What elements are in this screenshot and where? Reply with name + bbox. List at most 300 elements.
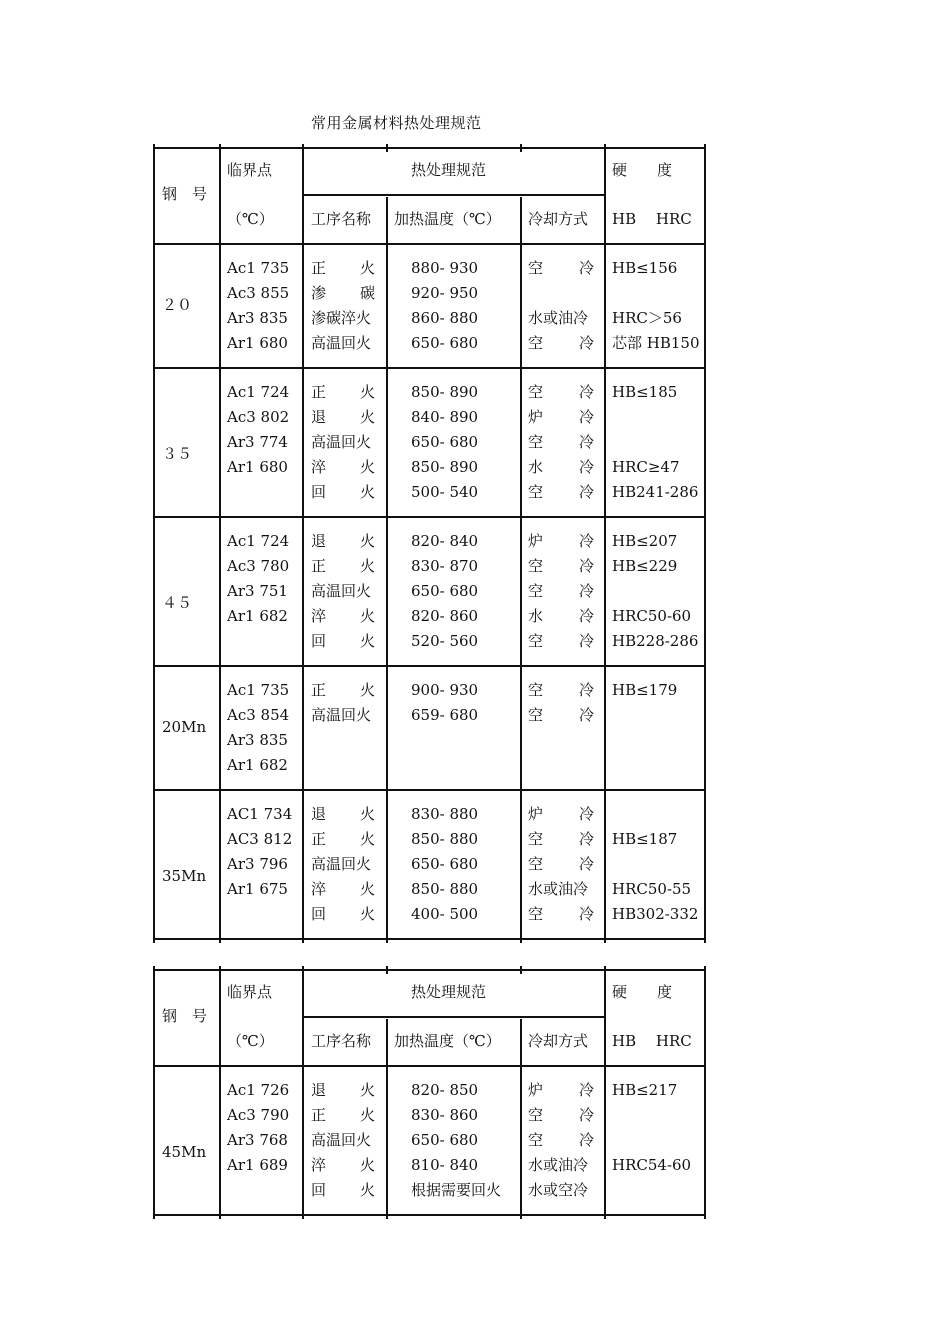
cooling-method xyxy=(528,830,594,848)
steel-grade: 45Mn xyxy=(162,1143,207,1161)
process-name-text xyxy=(311,805,375,823)
critical-point: Ac1 735 xyxy=(227,681,290,699)
critical-point: Ar3 796 xyxy=(227,855,288,873)
header-steel: 钢 号 xyxy=(162,185,208,203)
cooling-method-text xyxy=(528,334,594,352)
vertical-rule xyxy=(219,516,221,665)
cooling-method-text xyxy=(528,632,594,650)
vertical-rule xyxy=(302,1065,304,1214)
vertical-rule xyxy=(704,969,706,1065)
group-rule xyxy=(153,665,706,667)
cooling-method-text xyxy=(528,433,594,451)
heating-temperature: 400- 500 xyxy=(411,905,479,923)
process-name-text xyxy=(311,607,375,625)
char: 火 xyxy=(359,532,375,550)
header-temp: 加热温度（℃） xyxy=(394,1032,501,1050)
vertical-rule xyxy=(604,1065,606,1214)
char: 火 xyxy=(359,259,375,277)
process-name xyxy=(311,607,375,625)
vertical-rule xyxy=(386,197,388,243)
process-name-text xyxy=(311,1156,375,1174)
heating-temperature: 659- 680 xyxy=(411,706,479,724)
vertical-rule xyxy=(386,516,388,665)
process-name xyxy=(311,880,375,898)
cooling-method-text xyxy=(528,408,594,426)
critical-point: Ar1 675 xyxy=(227,880,288,898)
vertical-rule xyxy=(302,516,304,665)
heating-temperature: 650- 680 xyxy=(411,433,479,451)
char: 冷 xyxy=(578,681,594,699)
vertical-rule xyxy=(704,367,706,516)
header-critical: 临界点 xyxy=(227,983,273,1001)
hardness-value: HB≤229 xyxy=(612,557,678,575)
hardness-value: HB241-286 xyxy=(612,483,699,501)
char: 炉 xyxy=(528,805,544,823)
char: 正 xyxy=(311,681,327,699)
char: 火 xyxy=(359,905,375,923)
vertical-rule xyxy=(520,516,522,665)
process-name xyxy=(311,259,375,277)
vertical-rule xyxy=(302,367,304,516)
heat-treatment-table-2 xyxy=(153,969,706,1216)
char: 退 xyxy=(311,532,327,550)
rule-tick xyxy=(520,144,522,152)
heating-temperature: 850- 890 xyxy=(411,383,479,401)
heating-temperature: 820- 860 xyxy=(411,607,479,625)
char: 正 xyxy=(311,557,327,575)
process-name-text xyxy=(311,1081,375,1099)
heating-temperature: 830- 870 xyxy=(411,557,479,575)
char: 冷 xyxy=(578,557,594,575)
vertical-rule xyxy=(386,243,388,367)
char: 空 xyxy=(528,855,544,873)
process-name-text xyxy=(311,259,375,277)
cooling-method-text xyxy=(528,681,594,699)
char: 淬 xyxy=(311,1156,327,1174)
char: 空 xyxy=(528,582,544,600)
heating-temperature: 860- 880 xyxy=(411,309,479,327)
critical-point: Ar1 682 xyxy=(227,756,288,774)
process-name: 渗碳淬火 xyxy=(311,309,372,327)
char: 回 xyxy=(311,483,327,501)
hardness-value: 芯部 HB150 xyxy=(612,334,700,352)
cooling-method xyxy=(528,805,594,823)
heating-temperature: 根据需要回火 xyxy=(411,1181,502,1199)
vertical-rule xyxy=(604,969,606,1065)
heating-temperature: 520- 560 xyxy=(411,632,479,650)
char: 冷 xyxy=(578,458,594,476)
rule-tick xyxy=(153,1211,155,1219)
hardness-value: HB302-332 xyxy=(612,905,699,923)
cooling-method xyxy=(528,408,594,426)
cooling-method: 水或油冷 xyxy=(528,1156,589,1174)
cooling-method: 水或空冷 xyxy=(528,1181,589,1199)
process-name: 高温回火 xyxy=(311,855,372,873)
char: 火 xyxy=(359,681,375,699)
char: 冷 xyxy=(578,383,594,401)
process-name xyxy=(311,830,375,848)
rule-tick xyxy=(386,144,388,152)
vertical-rule xyxy=(219,367,221,516)
char: 火 xyxy=(359,607,375,625)
process-name-text xyxy=(311,557,375,575)
process-name: 高温回火 xyxy=(311,334,372,352)
vertical-rule xyxy=(520,367,522,516)
char: 淬 xyxy=(311,458,327,476)
steel-grade: 20Mn xyxy=(162,718,207,736)
vertical-rule xyxy=(153,243,155,367)
cooling-method-text xyxy=(528,805,594,823)
char: 空 xyxy=(528,1131,544,1149)
rule-tick xyxy=(704,935,706,943)
process-name: 高温回火 xyxy=(311,706,372,724)
rule-tick xyxy=(520,966,522,974)
header-hardness: 硬 度 xyxy=(612,983,673,1001)
header-cool: 冷却方式 xyxy=(528,1032,589,1050)
vertical-rule xyxy=(520,665,522,789)
char: 空 xyxy=(528,1106,544,1124)
char: 火 xyxy=(359,880,375,898)
spec-divider xyxy=(302,194,604,196)
table-top-rule xyxy=(153,969,706,971)
vertical-rule xyxy=(604,789,606,938)
process-name: 高温回火 xyxy=(311,582,372,600)
process-name-text xyxy=(311,681,375,699)
char: 冷 xyxy=(578,632,594,650)
vertical-rule xyxy=(704,665,706,789)
header-bottom-rule xyxy=(153,243,706,245)
rule-tick xyxy=(302,935,304,943)
char: 火 xyxy=(359,483,375,501)
char: 空 xyxy=(528,483,544,501)
vertical-rule xyxy=(386,665,388,789)
critical-point: Ar1 680 xyxy=(227,458,288,476)
critical-point: Ac1 726 xyxy=(227,1081,290,1099)
cooling-method: 水或油冷 xyxy=(528,880,589,898)
steel-grade: ４５ xyxy=(162,594,193,612)
header-spec: 热处理规范 xyxy=(411,161,487,179)
header-critical: 临界点 xyxy=(227,161,273,179)
cooling-method-text xyxy=(528,483,594,501)
char: 冷 xyxy=(578,1081,594,1099)
table-top-rule xyxy=(153,147,706,149)
vertical-rule xyxy=(386,1065,388,1214)
critical-point: Ar3 751 xyxy=(227,582,288,600)
process-name xyxy=(311,1181,375,1199)
vertical-rule xyxy=(302,147,304,243)
critical-point: Ac1 735 xyxy=(227,259,290,277)
vertical-rule xyxy=(520,197,522,243)
char: 空 xyxy=(528,632,544,650)
vertical-rule xyxy=(219,1065,221,1214)
cooling-method-text xyxy=(528,259,594,277)
critical-point: Ac3 854 xyxy=(227,706,290,724)
cooling-method xyxy=(528,458,594,476)
cooling-method-text xyxy=(528,532,594,550)
vertical-rule xyxy=(704,789,706,938)
process-name: 高温回火 xyxy=(311,1131,372,1149)
cooling-method xyxy=(528,582,594,600)
group-rule xyxy=(153,789,706,791)
hardness-value: HB≤187 xyxy=(612,830,678,848)
process-name xyxy=(311,483,375,501)
hardness-value: HB≤179 xyxy=(612,681,678,699)
critical-point: Ar1 680 xyxy=(227,334,288,352)
char: 退 xyxy=(311,408,327,426)
process-name xyxy=(311,632,375,650)
process-name-text xyxy=(311,880,375,898)
cooling-method-text xyxy=(528,557,594,575)
critical-point: Ar3 768 xyxy=(227,1131,288,1149)
char: 正 xyxy=(311,1106,327,1124)
cooling-method xyxy=(528,905,594,923)
process-name-text xyxy=(311,284,375,302)
heating-temperature: 840- 890 xyxy=(411,408,479,426)
cooling-method xyxy=(528,483,594,501)
char: 冷 xyxy=(578,706,594,724)
heating-temperature: 830- 860 xyxy=(411,1106,479,1124)
hardness-value: HB≤156 xyxy=(612,259,678,277)
steel-grade: ２０ xyxy=(162,296,193,314)
vertical-rule xyxy=(302,243,304,367)
char: 回 xyxy=(311,905,327,923)
process-name xyxy=(311,557,375,575)
vertical-rule xyxy=(704,516,706,665)
cooling-method xyxy=(528,632,594,650)
critical-point: Ac3 780 xyxy=(227,557,290,575)
critical-point: Ac1 724 xyxy=(227,532,290,550)
critical-point: Ar3 835 xyxy=(227,731,288,749)
vertical-rule xyxy=(153,789,155,938)
char: 空 xyxy=(528,681,544,699)
hardness-value: HB≤207 xyxy=(612,532,678,550)
hardness-value: HRC50-60 xyxy=(612,607,692,625)
cooling-method-text xyxy=(528,607,594,625)
rule-tick xyxy=(386,966,388,974)
cooling-method-text xyxy=(528,582,594,600)
cooling-method xyxy=(528,1106,594,1124)
process-name xyxy=(311,905,375,923)
cooling-method-text xyxy=(528,706,594,724)
heating-temperature: 820- 850 xyxy=(411,1081,479,1099)
header-cool: 冷却方式 xyxy=(528,210,589,228)
cooling-method xyxy=(528,1131,594,1149)
header-temp: 加热温度（℃） xyxy=(394,210,501,228)
hardness-value: HRC＞56 xyxy=(612,309,682,327)
vertical-rule xyxy=(153,147,155,243)
char: 火 xyxy=(359,1081,375,1099)
cooling-method xyxy=(528,532,594,550)
char: 冷 xyxy=(578,433,594,451)
cooling-method xyxy=(528,607,594,625)
char: 冷 xyxy=(578,830,594,848)
heating-temperature: 650- 680 xyxy=(411,1131,479,1149)
cooling-method xyxy=(528,706,594,724)
heat-treatment-table-1 xyxy=(153,147,706,940)
hardness-value: HB≤217 xyxy=(612,1081,678,1099)
char: 冷 xyxy=(578,905,594,923)
char: 冷 xyxy=(578,408,594,426)
vertical-rule xyxy=(153,516,155,665)
char: 冷 xyxy=(578,259,594,277)
process-name-text xyxy=(311,632,375,650)
rule-tick xyxy=(604,935,606,943)
char: 火 xyxy=(359,408,375,426)
hardness-value: HB≤185 xyxy=(612,383,678,401)
process-name: 高温回火 xyxy=(311,433,372,451)
header-bottom-rule xyxy=(153,1065,706,1067)
cooling-method xyxy=(528,334,594,352)
process-name xyxy=(311,383,375,401)
page-title: 常用金属材料热处理规范 xyxy=(311,114,482,132)
heating-temperature: 820- 840 xyxy=(411,532,479,550)
char: 冷 xyxy=(578,483,594,501)
char: 火 xyxy=(359,458,375,476)
char: 空 xyxy=(528,830,544,848)
rule-tick xyxy=(386,935,388,943)
char: 回 xyxy=(311,632,327,650)
vertical-rule xyxy=(604,516,606,665)
vertical-rule xyxy=(219,243,221,367)
header-hb-hrc: HB HRC xyxy=(612,210,692,228)
cooling-method xyxy=(528,855,594,873)
cooling-method-text xyxy=(528,855,594,873)
critical-point: Ar3 774 xyxy=(227,433,288,451)
cooling-method xyxy=(528,259,594,277)
header-spec: 热处理规范 xyxy=(411,983,487,1001)
cooling-method: 水或油冷 xyxy=(528,309,589,327)
vertical-rule xyxy=(604,147,606,243)
rule-tick xyxy=(219,935,221,943)
vertical-rule xyxy=(386,367,388,516)
char: 淬 xyxy=(311,607,327,625)
rule-tick xyxy=(704,1211,706,1219)
rule-tick xyxy=(604,1211,606,1219)
char: 火 xyxy=(359,1156,375,1174)
char: 冷 xyxy=(578,1131,594,1149)
process-name-text xyxy=(311,1106,375,1124)
char: 炉 xyxy=(528,408,544,426)
vertical-rule xyxy=(704,147,706,243)
rule-tick xyxy=(520,935,522,943)
cooling-method xyxy=(528,383,594,401)
char: 正 xyxy=(311,383,327,401)
heating-temperature: 650- 680 xyxy=(411,855,479,873)
heating-temperature: 920- 950 xyxy=(411,284,479,302)
char: 冷 xyxy=(578,805,594,823)
char: 火 xyxy=(359,1181,375,1199)
vertical-rule xyxy=(604,243,606,367)
heating-temperature: 880- 930 xyxy=(411,259,479,277)
cooling-method-text xyxy=(528,830,594,848)
char: 碳 xyxy=(359,284,375,302)
critical-point: AC3 812 xyxy=(227,830,293,848)
process-name xyxy=(311,1106,375,1124)
char: 空 xyxy=(528,259,544,277)
heating-temperature: 650- 680 xyxy=(411,582,479,600)
process-name xyxy=(311,408,375,426)
vertical-rule xyxy=(302,665,304,789)
group-rule xyxy=(153,367,706,369)
hardness-value: HB228-286 xyxy=(612,632,699,650)
char: 冷 xyxy=(578,582,594,600)
critical-point: Ac1 724 xyxy=(227,383,290,401)
char: 空 xyxy=(528,383,544,401)
vertical-rule xyxy=(520,789,522,938)
heating-temperature: 850- 880 xyxy=(411,880,479,898)
cooling-method xyxy=(528,1081,594,1099)
vertical-rule xyxy=(386,1019,388,1065)
header-hb-hrc: HB HRC xyxy=(612,1032,692,1050)
critical-point: Ar3 835 xyxy=(227,309,288,327)
char: 火 xyxy=(359,830,375,848)
vertical-rule xyxy=(302,789,304,938)
char: 冷 xyxy=(578,607,594,625)
cooling-method xyxy=(528,557,594,575)
process-name xyxy=(311,284,375,302)
process-name xyxy=(311,532,375,550)
char: 空 xyxy=(528,334,544,352)
heating-temperature: 900- 930 xyxy=(411,681,479,699)
process-name xyxy=(311,458,375,476)
hardness-value: HRC50-55 xyxy=(612,880,692,898)
critical-point: Ac3 855 xyxy=(227,284,290,302)
rule-tick xyxy=(520,1211,522,1219)
char: 空 xyxy=(528,433,544,451)
header-critical-unit: （℃） xyxy=(227,1032,274,1050)
process-name-text xyxy=(311,408,375,426)
steel-grade: 35Mn xyxy=(162,867,207,885)
heating-temperature: 850- 880 xyxy=(411,830,479,848)
process-name xyxy=(311,681,375,699)
char: 回 xyxy=(311,1181,327,1199)
vertical-rule xyxy=(219,147,221,243)
char: 冷 xyxy=(578,532,594,550)
vertical-rule xyxy=(386,789,388,938)
char: 炉 xyxy=(528,532,544,550)
rule-tick xyxy=(386,1211,388,1219)
char: 火 xyxy=(359,805,375,823)
critical-point: Ac3 790 xyxy=(227,1106,290,1124)
vertical-rule xyxy=(219,665,221,789)
vertical-rule xyxy=(604,367,606,516)
cooling-method-text xyxy=(528,458,594,476)
process-name-text xyxy=(311,383,375,401)
cooling-method xyxy=(528,681,594,699)
char: 空 xyxy=(528,557,544,575)
char: 冷 xyxy=(578,334,594,352)
critical-point: Ar1 682 xyxy=(227,607,288,625)
char: 冷 xyxy=(578,855,594,873)
table-bottom-rule xyxy=(153,938,706,940)
vertical-rule xyxy=(704,1065,706,1214)
vertical-rule xyxy=(302,969,304,1065)
cooling-method-text xyxy=(528,1131,594,1149)
char: 冷 xyxy=(578,1106,594,1124)
process-name xyxy=(311,805,375,823)
char: 水 xyxy=(528,607,544,625)
vertical-rule xyxy=(153,367,155,516)
cooling-method-text xyxy=(528,1081,594,1099)
char: 正 xyxy=(311,259,327,277)
cooling-method xyxy=(528,433,594,451)
process-name xyxy=(311,1156,375,1174)
heating-temperature: 650- 680 xyxy=(411,334,479,352)
process-name-text xyxy=(311,830,375,848)
header-proc: 工序名称 xyxy=(311,1032,372,1050)
process-name-text xyxy=(311,905,375,923)
char: 水 xyxy=(528,458,544,476)
